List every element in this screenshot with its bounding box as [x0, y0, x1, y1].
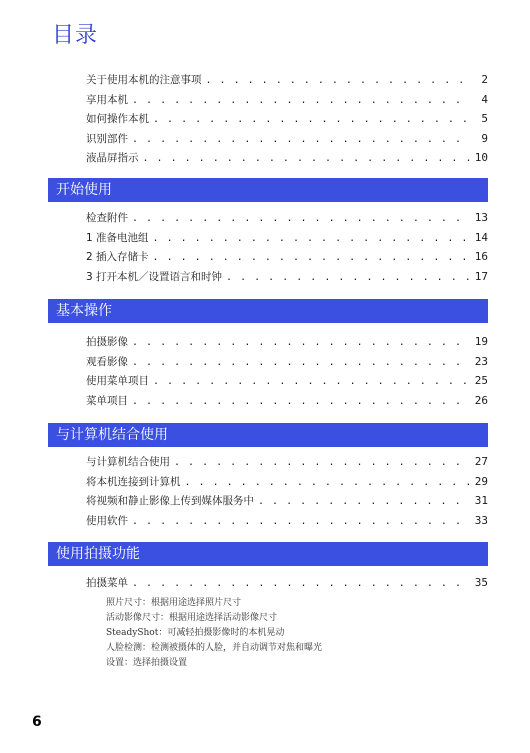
toc-leader-dots — [132, 578, 470, 589]
toc-entry-page: 33 — [474, 513, 488, 527]
toc-entry[interactable] — [86, 269, 488, 289]
toc-entry-page: 25 — [474, 374, 488, 387]
toc-leader-dots — [153, 376, 470, 387]
toc-section-computer-use — [86, 454, 488, 532]
toc-entry-label: 拍摄菜单 — [86, 577, 128, 589]
page-title: 目录 — [52, 23, 99, 48]
toc-subitem[interactable]: 照片尺寸：根据用途选择照片尺寸 — [106, 597, 242, 608]
toc-subitem[interactable]: SteadyShot：可减轻拍摄影像时的本机晃动 — [106, 627, 285, 638]
toc-section-basic-operations — [86, 334, 488, 412]
toc-entry-page: 19 — [474, 335, 488, 348]
toc-entry[interactable] — [86, 354, 488, 374]
toc-leader-dots — [174, 457, 470, 468]
toc-leader-dots — [258, 496, 470, 507]
toc-entry-page: 29 — [474, 474, 488, 488]
toc-entry-label: 液晶屏指示 — [86, 152, 139, 164]
toc-entry-page: 16 — [474, 250, 488, 263]
toc-leader-dots — [132, 516, 470, 527]
toc-entry-label: 检查附件 — [86, 212, 128, 224]
toc-entry[interactable] — [86, 150, 488, 170]
toc-entry-label: 识别部件 — [86, 132, 128, 145]
toc-entry[interactable] — [86, 393, 488, 413]
toc-entry-page: 17 — [474, 269, 488, 283]
toc-entry-page: 5 — [481, 112, 488, 125]
toc-entry-label: 拍摄影像 — [86, 336, 128, 348]
toc-entry-label: 将本机连接到计算机 — [86, 475, 181, 488]
toc-entry-page: 9 — [481, 131, 488, 145]
toc-leader-dots — [185, 477, 471, 488]
page-number: 6 — [32, 714, 42, 730]
toc-section-getting-started — [86, 210, 488, 288]
toc-entry[interactable] — [86, 230, 488, 250]
toc-entry-page: 35 — [474, 576, 488, 589]
section-heading-shooting-functions: 使用拍摄功能 — [48, 542, 488, 566]
toc-leader-dots — [226, 272, 470, 283]
toc-leader-dots — [153, 114, 470, 125]
toc-entry[interactable] — [86, 493, 488, 513]
toc-entry[interactable] — [86, 474, 488, 494]
section-heading-getting-started: 开始使用 — [48, 178, 488, 202]
toc-entry-page: 23 — [474, 354, 488, 368]
toc-entry-label: 1 准备电池组 — [86, 231, 149, 244]
toc-entry[interactable] — [86, 210, 488, 230]
toc-leader-dots — [132, 134, 470, 145]
toc-subitem-list — [86, 596, 488, 671]
toc-leader-dots — [153, 233, 470, 244]
toc-entry-page: 26 — [474, 393, 488, 407]
toc-entry[interactable] — [86, 131, 488, 151]
toc-entry[interactable] — [86, 575, 488, 595]
toc-entry-page: 31 — [474, 494, 488, 507]
toc-entry-label: 将视频和静止影像上传到媒体服务中 — [86, 495, 254, 507]
toc-entry[interactable] — [86, 454, 488, 474]
toc-entry[interactable] — [86, 111, 488, 131]
toc-entry[interactable] — [86, 334, 488, 354]
toc-entry-label: 关于使用本机的注意事项 — [86, 74, 202, 86]
toc-leader-dots — [132, 213, 470, 224]
toc-leader-dots — [132, 396, 470, 407]
toc-leader-dots — [143, 153, 471, 164]
toc-entry-page: 27 — [474, 455, 488, 468]
toc-entry-page: 4 — [481, 92, 488, 106]
toc-entry-page: 14 — [474, 230, 488, 244]
section-heading-basic-operations: 基本操作 — [48, 299, 488, 323]
toc-entry-label: 2 插入存储卡 — [86, 251, 149, 263]
toc-leader-dots — [206, 75, 471, 86]
toc-section-shooting-functions — [86, 575, 488, 671]
toc-entry-label: 与计算机结合使用 — [86, 456, 170, 468]
toc-subitem[interactable]: 人脸检测：检测被摄体的人脸，并自动调节对焦和曝光 — [106, 642, 323, 653]
toc-leader-dots — [132, 95, 470, 106]
toc-leader-dots — [153, 252, 470, 263]
toc-intro — [86, 72, 488, 170]
toc-entry-label: 享用本机 — [86, 93, 128, 106]
section-heading-computer-use: 与计算机结合使用 — [48, 423, 488, 447]
toc-entry-label: 使用软件 — [86, 514, 128, 527]
toc-leader-dots — [132, 357, 470, 368]
toc-entry-label: 菜单项目 — [86, 394, 128, 407]
toc-leader-dots — [132, 337, 470, 348]
toc-entry[interactable] — [86, 373, 488, 393]
toc-subitem[interactable]: 活动影像尺寸：根据用途选择活动影像尺寸 — [106, 612, 278, 623]
toc-entry-page: 13 — [474, 211, 488, 224]
toc-entry-label: 如何操作本机 — [86, 113, 149, 125]
toc-entry[interactable] — [86, 92, 488, 112]
toc-entry-page: 2 — [481, 73, 488, 86]
toc-entry[interactable] — [86, 513, 488, 533]
toc-entry-label: 使用菜单项目 — [86, 375, 149, 387]
toc-entry-label: 观看影像 — [86, 355, 128, 368]
toc-entry-page: 10 — [474, 151, 488, 164]
toc-subitem[interactable]: 设置：选择拍摄设置 — [106, 657, 188, 668]
toc-entry[interactable] — [86, 72, 488, 92]
toc-entry-label: 3 打开本机／设置语言和时钟 — [86, 270, 223, 283]
toc-entry[interactable] — [86, 249, 488, 269]
